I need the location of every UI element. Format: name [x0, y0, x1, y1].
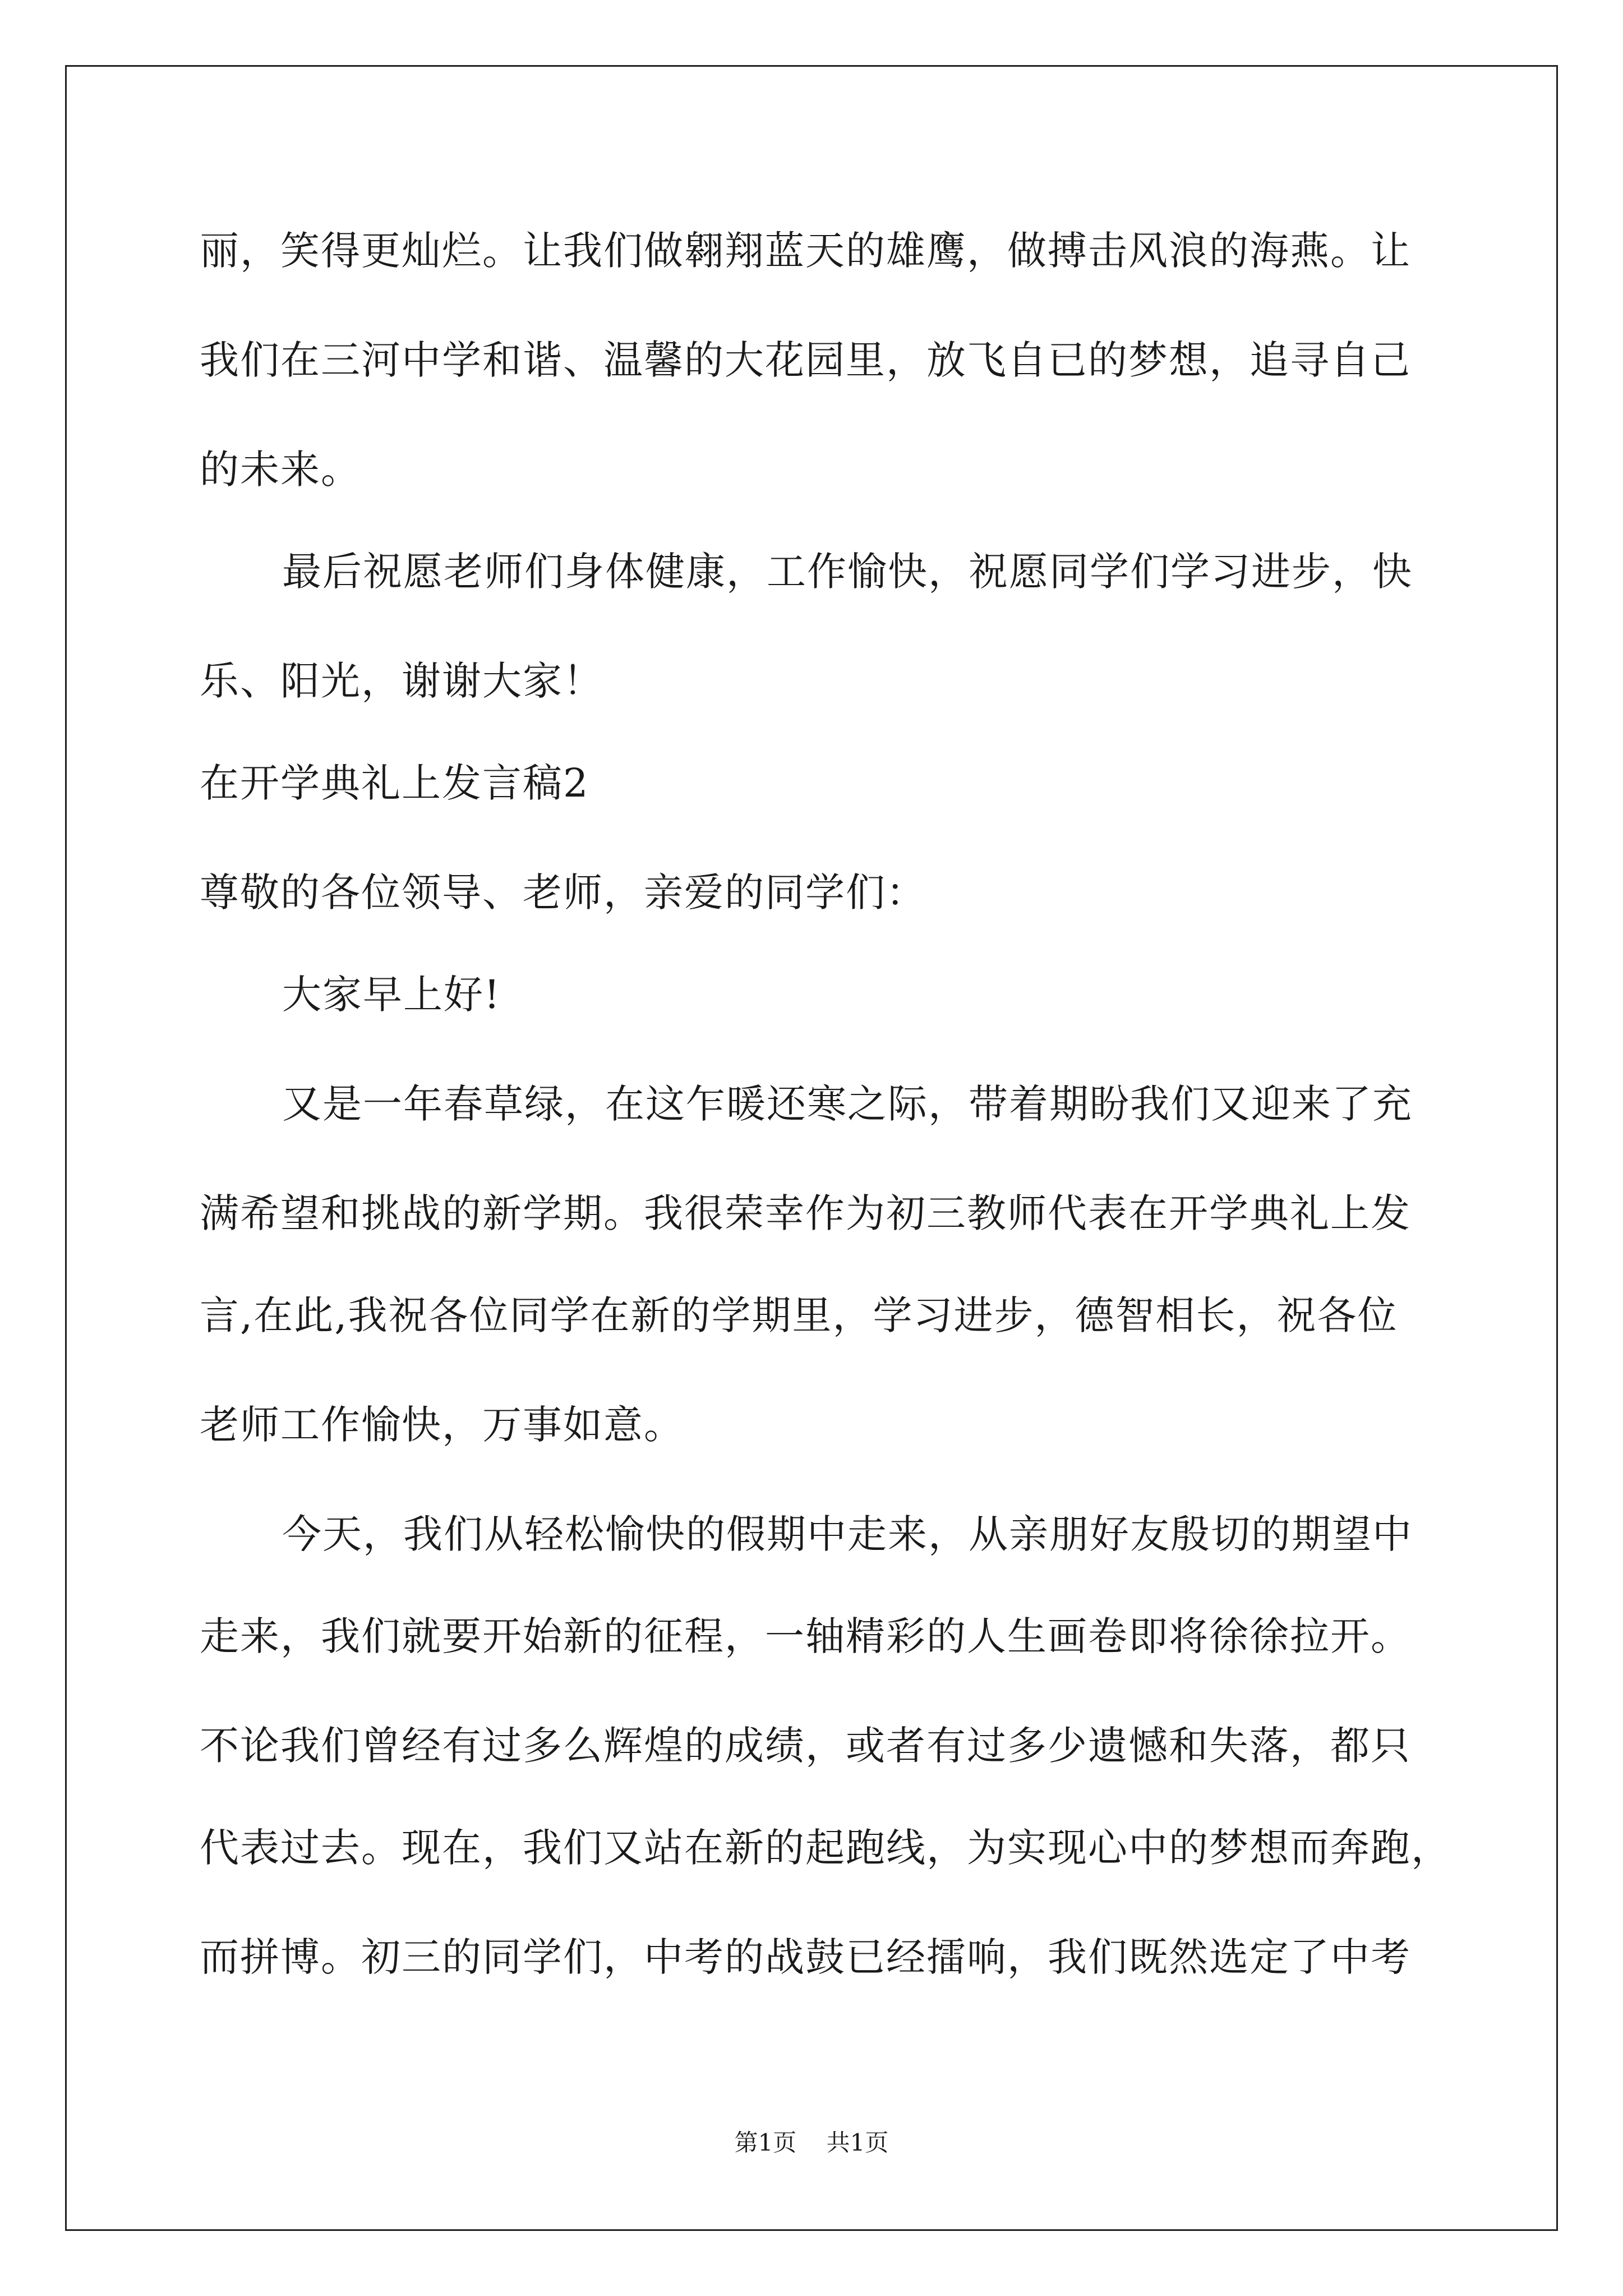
text-line: 老师工作愉快，万事如意。 [200, 1402, 684, 1448]
text-line: 我们在三河中学和谐、温馨的大花园里，放飞自已的梦想，追寻自己 [200, 337, 1411, 383]
page-border [65, 65, 1558, 2231]
greeting: 大家早上好! [282, 972, 501, 1018]
text-line: 而拼博。初三的同学们，中考的战鼓已经擂响，我们既然选定了中考 [200, 1934, 1411, 1980]
text-line: 代表过去。现在，我们又站在新的起跑线，为实现心中的梦想而奔跑， [200, 1825, 1451, 1871]
text-line: 又是一年春草绿，在这乍暖还寒之际，带着期盼我们又迎来了充 [282, 1081, 1413, 1127]
text-line: 丽，笑得更灿烂。让我们做翱翔蓝天的雄鹰，做搏击风浪的海燕。让 [200, 228, 1411, 274]
salutation: 尊敬的各位领导、老师，亲爱的同学们： [200, 869, 926, 915]
text-line: 言,在此,我祝各位同学在新的学期里，学习进步，德智相长，祝各位 [200, 1292, 1398, 1338]
section-heading: 在开学典礼上发言稿2 [200, 760, 589, 806]
text-line: 不论我们曾经有过多么辉煌的成绩，或者有过多少遗憾和失落，都只 [200, 1723, 1411, 1769]
text-line: 最后祝愿老师们身体健康，工作愉快，祝愿同学们学习进步，快 [282, 549, 1413, 595]
text-line: 乐、阳光，谢谢大家！ [200, 658, 603, 704]
text-line: 满希望和挑战的新学期。我很荣幸作为初三教师代表在开学典礼上发 [200, 1190, 1411, 1236]
text-line: 走来，我们就要开始新的征程，一轴精彩的人生画卷即将徐徐拉开。 [200, 1613, 1411, 1659]
text-line: 的未来。 [200, 447, 361, 493]
page-number-footer: 第1页 共1页 [734, 2129, 889, 2156]
text-line: 今天，我们从轻松愉快的假期中走来，从亲朋好友殷切的期望中 [282, 1511, 1413, 1557]
